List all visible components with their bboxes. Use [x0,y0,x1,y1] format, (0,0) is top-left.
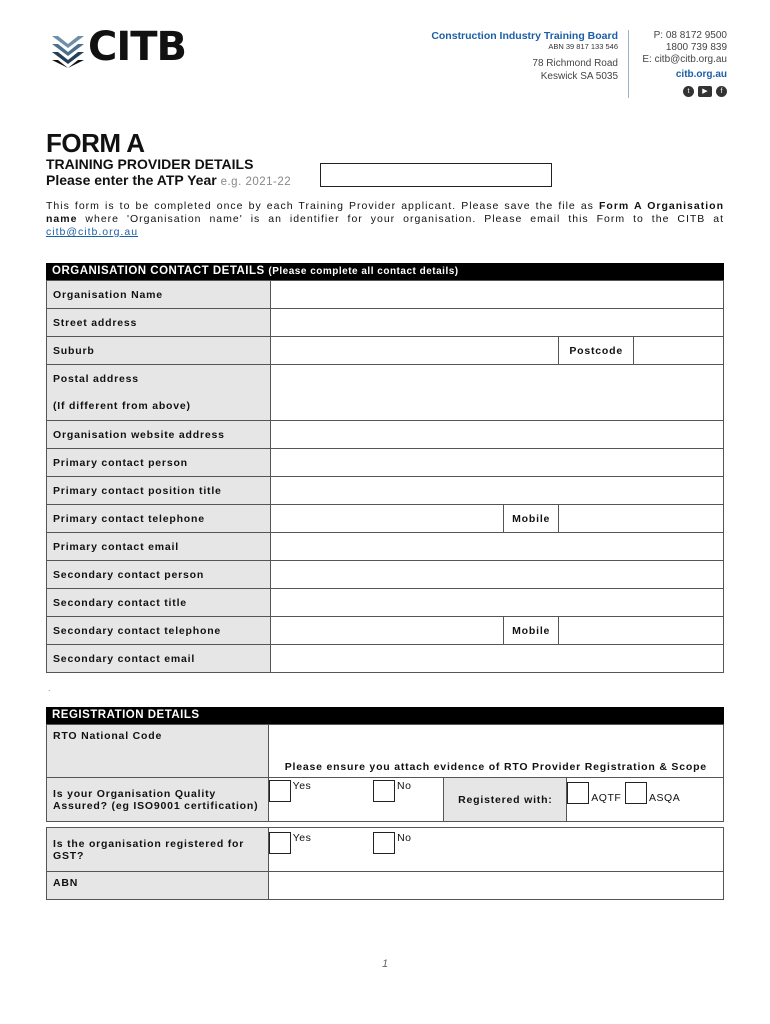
secondary-phone-input[interactable] [270,617,504,645]
aqtf-label: AQTF [591,792,622,804]
registered-with-options [567,778,724,822]
address-line2: Keswick SA 5035 [540,71,618,82]
logo-text: CITB [88,24,187,70]
table-row [47,778,724,822]
form-title: FORM A [46,128,145,158]
gst-yes-label: Yes [292,832,312,844]
table-row [47,589,724,617]
postcode-input[interactable] [634,337,724,365]
table-row [47,477,724,505]
secondary-mobile-input[interactable] [559,617,724,645]
table-row [47,872,724,900]
postal-label-text: Postal address [53,372,139,385]
intro-text [46,200,724,239]
abn-input[interactable] [268,872,723,900]
quality-no-checkbox[interactable] [373,780,395,802]
registration-section-heading [46,707,724,724]
secondary-person-label: Secondary contact person [47,561,271,589]
table-row [47,617,724,645]
contact-section-heading [46,263,724,280]
atp-prompt: Please enter the ATP Year [46,172,217,188]
intro-email-link[interactable]: citb@citb.org.au [46,226,139,238]
table-row [47,449,724,477]
website-label: Organisation website address [47,421,271,449]
form-subtitle: TRAINING PROVIDER DETAILS [46,156,254,172]
secondary-title-input[interactable] [270,589,723,617]
contact-table [46,280,724,673]
asqa-checkbox[interactable] [625,782,647,804]
org-name: Construction Industry Training Board [431,30,618,42]
contact-heading: ORGANISATION CONTACT DETAILS [52,265,265,277]
quality-options [268,778,444,822]
registration-heading: REGISTRATION DETAILS [52,709,200,721]
table-row [47,828,724,872]
separator-dot: . [48,683,51,693]
table-row [47,645,724,673]
postal-label [47,365,271,421]
primary-phone-label: Primary contact telephone [47,505,271,533]
atp-year-label [46,172,291,188]
social-icons [683,86,727,97]
quality-label: Is your Organisation Quality Assured? (eg ISO9001 certification) [47,778,269,822]
website-input[interactable] [270,421,723,449]
primary-person-input[interactable] [270,449,723,477]
primary-phone-input[interactable] [270,505,504,533]
gst-options [268,828,723,872]
facebook-icon[interactable]: f [716,86,727,97]
postcode-label: Postcode [559,337,634,365]
citb-logo [52,24,187,70]
address-line1: 78 Richmond Road [532,58,618,69]
website-link[interactable]: citb.org.au [675,69,727,80]
phone-2: 1800 739 839 [665,42,727,53]
primary-title-input[interactable] [270,477,723,505]
secondary-phone-label: Secondary contact telephone [47,617,271,645]
table-row [47,533,724,561]
primary-email-label: Primary contact email [47,533,271,561]
secondary-title-label: Secondary contact title [47,589,271,617]
registered-with-label: Registered with: [444,778,567,822]
intro-part1: This form is to be completed once by each Training Provider applicant. Please save the file as [46,200,600,212]
street-label: Street address [47,309,271,337]
youtube-icon[interactable]: ▶ [698,86,712,97]
postal-input[interactable] [270,365,723,421]
primary-email-input[interactable] [270,533,723,561]
rto-note: Please ensure you attach evidence of RTO Provider Registration & Scope [284,761,707,773]
secondary-mobile-label: Mobile [504,617,559,645]
primary-person-label: Primary contact person [47,449,271,477]
contact-email[interactable]: E: citb@citb.org.au [642,54,727,65]
primary-mobile-label: Mobile [504,505,559,533]
org-name-input[interactable] [270,281,723,309]
table-row [47,365,724,421]
primary-mobile-input[interactable] [559,505,724,533]
header-divider [628,30,629,98]
table-row [47,505,724,533]
suburb-input[interactable] [270,337,558,365]
abn-label: ABN [47,872,269,900]
org-name-label: Organisation Name [47,281,271,309]
asqa-label: ASQA [649,792,681,804]
postal-label-note: (If different from above) [53,399,191,412]
street-input[interactable] [270,309,723,337]
table-row [47,337,724,365]
intro-filename: Form A Organisation name [46,200,724,225]
quality-no-label: No [397,780,412,792]
registration-table [46,724,724,822]
secondary-email-label: Secondary contact email [47,645,271,673]
quality-yes-checkbox[interactable] [269,780,291,802]
gst-yes-checkbox[interactable] [269,832,291,854]
atp-year-input[interactable] [320,163,552,187]
twitter-icon[interactable]: t [683,86,694,97]
rto-code-input[interactable] [268,725,723,778]
table-row [47,725,724,778]
table-row [47,281,724,309]
secondary-person-input[interactable] [270,561,723,589]
gst-table [46,827,724,900]
secondary-email-input[interactable] [270,645,723,673]
atp-example: e.g. 2021-22 [220,176,292,188]
table-row [47,561,724,589]
suburb-label: Suburb [47,337,271,365]
citb-chevron-icon [52,32,86,68]
phone-1: P: 08 8172 9500 [653,30,727,41]
table-row [47,309,724,337]
gst-label: Is the organisation registered for GST? [47,828,269,872]
rto-code-label: RTO National Code [47,725,269,778]
page-number: 1 [382,958,389,970]
table-row [47,421,724,449]
primary-title-label: Primary contact position title [47,477,271,505]
contact-heading-note: (Please complete all contact details) [268,266,459,277]
org-abn: ABN 39 817 133 546 [548,42,618,51]
intro-part2: where 'Organisation name' is an identifier for your organisation. Please email this Form to the CITB at [77,213,724,225]
gst-no-label: No [397,832,412,844]
aqtf-checkbox[interactable] [567,782,589,804]
quality-yes-label: Yes [292,780,312,792]
gst-no-checkbox[interactable] [373,832,395,854]
